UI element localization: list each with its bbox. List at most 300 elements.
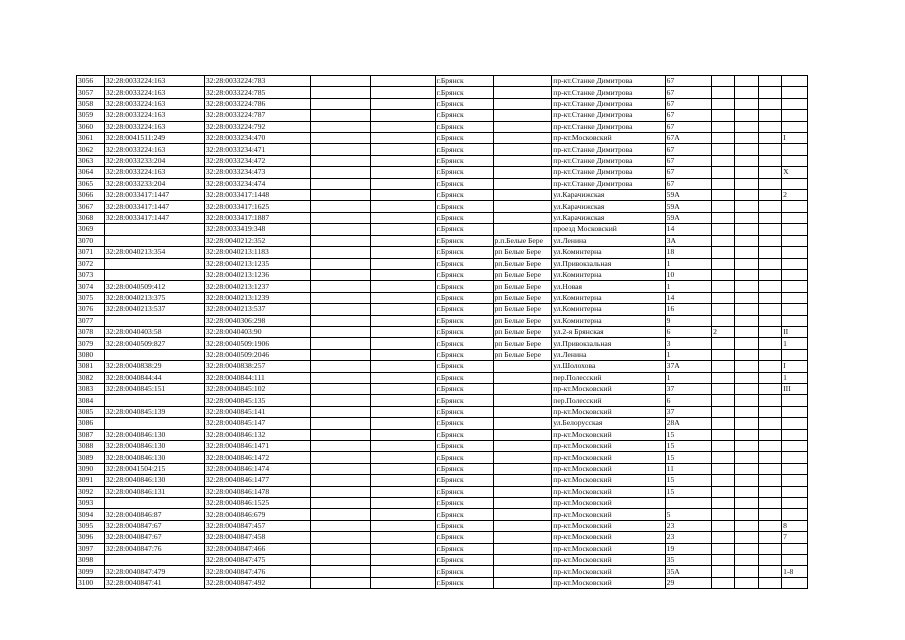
street-cell: пр-кт.Московский xyxy=(552,406,665,417)
blank-col-1-cell xyxy=(311,76,371,87)
object-cadastral-number-cell: 32:28:0040847:458 xyxy=(204,532,310,543)
blank-col-1-cell xyxy=(311,304,371,315)
parcel-cadastral-number-cell: 32:28:0040213:354 xyxy=(104,247,204,258)
object-cadastral-number-cell: 32:28:0033234:471 xyxy=(204,144,310,155)
blank-col-1-cell xyxy=(311,520,371,531)
blank-col-1-cell xyxy=(311,133,371,144)
street-cell: пр-кт.Московский xyxy=(552,452,665,463)
col-9-cell xyxy=(712,212,735,223)
blank-col-2-cell xyxy=(370,315,435,326)
col-10-cell xyxy=(734,87,759,98)
blank-col-2-cell xyxy=(370,338,435,349)
street-cell: пр-кт.Московский xyxy=(552,509,665,520)
row-number-cell: 3063 xyxy=(77,155,105,166)
table-row xyxy=(77,190,808,201)
parcel-cadastral-number-cell: 32:28:0041511:249 xyxy=(104,133,204,144)
blank-col-1-cell xyxy=(311,441,371,452)
street-cell: пр-кт.Станке Димитрова xyxy=(552,87,665,98)
blank-col-2-cell xyxy=(370,463,435,474)
parcel-cadastral-number-cell xyxy=(104,269,204,280)
col-9-cell xyxy=(712,190,735,201)
row-number-cell: 3070 xyxy=(77,235,105,246)
col-9-cell xyxy=(712,486,735,497)
city-cell: г.Брянск xyxy=(435,87,493,98)
table-row xyxy=(77,452,808,463)
apartment-cell xyxy=(782,395,808,406)
apartment-cell xyxy=(782,201,808,212)
blank-col-1-cell xyxy=(311,429,371,440)
blank-col-1-cell xyxy=(311,349,371,360)
col-11-cell xyxy=(759,395,782,406)
table-row xyxy=(77,555,808,566)
street-cell: пр-кт.Московский xyxy=(552,463,665,474)
col-9-cell xyxy=(712,475,735,486)
apartment-cell xyxy=(782,212,808,223)
city-cell: г.Брянск xyxy=(435,452,493,463)
parcel-cadastral-number-cell: 32:28:0040845:151 xyxy=(104,383,204,394)
col-10-cell xyxy=(734,269,759,280)
city-cell: г.Брянск xyxy=(435,555,493,566)
object-cadastral-number-cell: 32:28:0040845:135 xyxy=(204,395,310,406)
blank-col-1-cell xyxy=(311,463,371,474)
blank-col-1-cell xyxy=(311,577,371,588)
settlement-cell xyxy=(493,361,552,372)
object-cadastral-number-cell: 32:28:0040509:1906 xyxy=(204,338,310,349)
row-number-cell: 3083 xyxy=(77,383,105,394)
blank-col-1-cell xyxy=(311,509,371,520)
blank-col-1-cell xyxy=(311,555,371,566)
city-cell: г.Брянск xyxy=(435,543,493,554)
street-cell: пер.Полесский xyxy=(552,395,665,406)
blank-col-2-cell xyxy=(370,441,435,452)
col-11-cell xyxy=(759,304,782,315)
settlement-cell: рп Белые Бере xyxy=(493,247,552,258)
table-row xyxy=(77,577,808,588)
col-9-cell xyxy=(712,349,735,360)
parcel-cadastral-number-cell: 32:28:0040844:44 xyxy=(104,372,204,383)
street-cell: пр-кт.Станке Димитрова xyxy=(552,178,665,189)
col-10-cell xyxy=(734,304,759,315)
settlement-cell xyxy=(493,383,552,394)
parcel-cadastral-number-cell: 32:28:0040509:827 xyxy=(104,338,204,349)
row-number-cell: 3064 xyxy=(77,167,105,178)
blank-col-1-cell xyxy=(311,475,371,486)
settlement-cell: рп Белые Бере xyxy=(493,315,552,326)
col-11-cell xyxy=(759,383,782,394)
col-10-cell xyxy=(734,349,759,360)
apartment-cell xyxy=(782,418,808,429)
object-cadastral-number-cell: 32:28:0033417:1625 xyxy=(204,201,310,212)
parcel-cadastral-number-cell: 32:28:0033224:163 xyxy=(104,121,204,132)
blank-col-2-cell xyxy=(370,509,435,520)
parcel-cadastral-number-cell: 32:28:0040847:67 xyxy=(104,520,204,531)
street-cell: ул.Привокзальная xyxy=(552,258,665,269)
street-cell: пр-кт.Станке Димитрова xyxy=(552,144,665,155)
col-11-cell xyxy=(759,475,782,486)
row-number-cell: 3072 xyxy=(77,258,105,269)
blank-col-2-cell xyxy=(370,349,435,360)
object-cadastral-number-cell: 32:28:0040844:111 xyxy=(204,372,310,383)
city-cell: г.Брянск xyxy=(435,201,493,212)
col-9-cell xyxy=(712,98,735,109)
settlement-cell xyxy=(493,98,552,109)
col-11-cell xyxy=(759,190,782,201)
col-10-cell xyxy=(734,178,759,189)
object-cadastral-number-cell: 32:28:0040509:2046 xyxy=(204,349,310,360)
blank-col-1-cell xyxy=(311,235,371,246)
row-number-cell: 3082 xyxy=(77,372,105,383)
row-number-cell: 3092 xyxy=(77,486,105,497)
parcel-cadastral-number-cell: 32:28:0040846:131 xyxy=(104,486,204,497)
city-cell: г.Брянск xyxy=(435,326,493,337)
house-number-cell: 15 xyxy=(665,452,711,463)
city-cell: г.Брянск xyxy=(435,441,493,452)
col-10-cell xyxy=(734,463,759,474)
object-cadastral-number-cell: 32:28:0033224:786 xyxy=(204,98,310,109)
row-number-cell: 3075 xyxy=(77,292,105,303)
col-11-cell xyxy=(759,532,782,543)
settlement-cell xyxy=(493,486,552,497)
blank-col-2-cell xyxy=(370,326,435,337)
apartment-cell xyxy=(782,121,808,132)
table-row xyxy=(77,247,808,258)
street-cell: пр-кт.Московский xyxy=(552,383,665,394)
blank-col-2-cell xyxy=(370,383,435,394)
blank-col-2-cell xyxy=(370,121,435,132)
col-11-cell xyxy=(759,235,782,246)
blank-col-1-cell xyxy=(311,418,371,429)
col-10-cell xyxy=(734,224,759,235)
settlement-cell xyxy=(493,133,552,144)
settlement-cell xyxy=(493,418,552,429)
parcel-cadastral-number-cell: 32:28:0040845:139 xyxy=(104,406,204,417)
settlement-cell xyxy=(493,190,552,201)
table-row xyxy=(77,224,808,235)
apartment-cell xyxy=(782,247,808,258)
blank-col-2-cell xyxy=(370,190,435,201)
row-number-cell: 3080 xyxy=(77,349,105,360)
col-9-cell xyxy=(712,167,735,178)
row-number-cell: 3065 xyxy=(77,178,105,189)
blank-col-1-cell xyxy=(311,395,371,406)
city-cell: г.Брянск xyxy=(435,429,493,440)
street-cell: пр-кт.Московский xyxy=(552,475,665,486)
col-11-cell xyxy=(759,543,782,554)
row-number-cell: 3079 xyxy=(77,338,105,349)
street-cell: пр-кт.Московский xyxy=(552,577,665,588)
settlement-cell xyxy=(493,155,552,166)
apartment-cell xyxy=(782,292,808,303)
apartment-cell xyxy=(782,441,808,452)
object-cadastral-number-cell: 32:28:0040213:1239 xyxy=(204,292,310,303)
street-cell: ул.Белорусская xyxy=(552,418,665,429)
blank-col-1-cell xyxy=(311,292,371,303)
col-9-cell xyxy=(712,281,735,292)
street-cell: пер.Полесский xyxy=(552,372,665,383)
parcel-cadastral-number-cell: 32:28:0040847:67 xyxy=(104,532,204,543)
apartment-cell xyxy=(782,269,808,280)
col-9-cell xyxy=(712,498,735,509)
city-cell: г.Брянск xyxy=(435,212,493,223)
col-9-cell xyxy=(712,452,735,463)
parcel-cadastral-number-cell xyxy=(104,224,204,235)
col-10-cell xyxy=(734,372,759,383)
table-row xyxy=(77,406,808,417)
col-11-cell xyxy=(759,418,782,429)
col-10-cell xyxy=(734,133,759,144)
col-10-cell xyxy=(734,441,759,452)
settlement-cell xyxy=(493,532,552,543)
apartment-cell xyxy=(782,475,808,486)
city-cell: г.Брянск xyxy=(435,498,493,509)
col-10-cell xyxy=(734,144,759,155)
blank-col-1-cell xyxy=(311,258,371,269)
parcel-cadastral-number-cell: 32:28:0033233:204 xyxy=(104,155,204,166)
col-11-cell xyxy=(759,577,782,588)
parcel-cadastral-number-cell: 32:28:0033233:204 xyxy=(104,178,204,189)
house-number-cell: 15 xyxy=(665,475,711,486)
settlement-cell xyxy=(493,463,552,474)
apartment-cell xyxy=(782,406,808,417)
col-9-cell xyxy=(712,269,735,280)
blank-col-2-cell xyxy=(370,76,435,87)
col-10-cell xyxy=(734,76,759,87)
blank-col-2-cell xyxy=(370,292,435,303)
col-10-cell xyxy=(734,566,759,577)
settlement-cell xyxy=(493,555,552,566)
object-cadastral-number-cell: 32:28:0033419:348 xyxy=(204,224,310,235)
settlement-cell xyxy=(493,498,552,509)
col-11-cell xyxy=(759,121,782,132)
blank-col-1-cell xyxy=(311,110,371,121)
col-10-cell xyxy=(734,212,759,223)
col-9-cell xyxy=(712,87,735,98)
house-number-cell: 67 xyxy=(665,87,711,98)
parcel-cadastral-number-cell: 32:28:0033417:1447 xyxy=(104,212,204,223)
col-10-cell xyxy=(734,509,759,520)
blank-col-1-cell xyxy=(311,144,371,155)
col-11-cell xyxy=(759,361,782,372)
street-cell: пр-кт.Московский xyxy=(552,520,665,531)
apartment-cell xyxy=(782,224,808,235)
table-row xyxy=(77,258,808,269)
blank-col-1-cell xyxy=(311,87,371,98)
city-cell: г.Брянск xyxy=(435,144,493,155)
col-9-cell xyxy=(712,532,735,543)
house-number-cell: 67 xyxy=(665,98,711,109)
row-number-cell: 3098 xyxy=(77,555,105,566)
city-cell: г.Брянск xyxy=(435,292,493,303)
apartment-cell: 8 xyxy=(782,520,808,531)
parcel-cadastral-number-cell xyxy=(104,498,204,509)
blank-col-1-cell xyxy=(311,98,371,109)
col-10-cell xyxy=(734,98,759,109)
col-11-cell xyxy=(759,144,782,155)
apartment-cell xyxy=(782,87,808,98)
object-cadastral-number-cell: 32:28:0040846:679 xyxy=(204,509,310,520)
blank-col-2-cell xyxy=(370,566,435,577)
col-10-cell xyxy=(734,121,759,132)
col-9-cell xyxy=(712,315,735,326)
col-10-cell xyxy=(734,258,759,269)
city-cell: г.Брянск xyxy=(435,258,493,269)
street-cell: пр-кт.Московский xyxy=(552,498,665,509)
col-10-cell xyxy=(734,498,759,509)
col-9-cell xyxy=(712,520,735,531)
object-cadastral-number-cell: 32:28:0040213:537 xyxy=(204,304,310,315)
row-number-cell: 3068 xyxy=(77,212,105,223)
house-number-cell: 16 xyxy=(665,304,711,315)
table-row xyxy=(77,304,808,315)
table-row xyxy=(77,212,808,223)
city-cell: г.Брянск xyxy=(435,167,493,178)
apartment-cell: 1 xyxy=(782,372,808,383)
col-9-cell xyxy=(712,201,735,212)
row-number-cell: 3084 xyxy=(77,395,105,406)
blank-col-2-cell xyxy=(370,520,435,531)
house-number-cell: 15 xyxy=(665,429,711,440)
house-number-cell: 6 xyxy=(665,326,711,337)
object-cadastral-number-cell: 32:28:0040847:475 xyxy=(204,555,310,566)
city-cell: г.Брянск xyxy=(435,247,493,258)
settlement-cell: рп Белые Бере xyxy=(493,281,552,292)
col-9-cell xyxy=(712,383,735,394)
col-10-cell xyxy=(734,326,759,337)
blank-col-2-cell xyxy=(370,133,435,144)
house-number-cell: 3 xyxy=(665,338,711,349)
apartment-cell xyxy=(782,315,808,326)
table-row xyxy=(77,509,808,520)
city-cell: г.Брянск xyxy=(435,281,493,292)
blank-col-2-cell xyxy=(370,406,435,417)
table-body xyxy=(77,76,808,589)
settlement-cell: рп Белые Бере xyxy=(493,338,552,349)
col-11-cell xyxy=(759,349,782,360)
apartment-cell: I xyxy=(782,361,808,372)
settlement-cell xyxy=(493,167,552,178)
parcel-cadastral-number-cell xyxy=(104,235,204,246)
house-number-cell: 14 xyxy=(665,224,711,235)
col-11-cell xyxy=(759,452,782,463)
col-11-cell xyxy=(759,155,782,166)
col-9-cell xyxy=(712,224,735,235)
blank-col-2-cell xyxy=(370,532,435,543)
apartment-cell xyxy=(782,543,808,554)
settlement-cell: рп Белые Бере xyxy=(493,304,552,315)
blank-col-1-cell xyxy=(311,121,371,132)
object-cadastral-number-cell: 32:28:0033234:472 xyxy=(204,155,310,166)
city-cell: г.Брянск xyxy=(435,566,493,577)
city-cell: г.Брянск xyxy=(435,110,493,121)
settlement-cell: рп Белые Бере xyxy=(493,292,552,303)
settlement-cell: рп.Белые Бере xyxy=(493,258,552,269)
street-cell: пр-кт.Станке Димитрова xyxy=(552,98,665,109)
col-9-cell xyxy=(712,178,735,189)
col-10-cell xyxy=(734,577,759,588)
object-cadastral-number-cell: 32:28:0033224:792 xyxy=(204,121,310,132)
street-cell: пр-кт.Московский xyxy=(552,133,665,144)
house-number-cell: 19 xyxy=(665,543,711,554)
blank-col-2-cell xyxy=(370,224,435,235)
blank-col-2-cell xyxy=(370,486,435,497)
col-9-cell xyxy=(712,133,735,144)
col-10-cell xyxy=(734,190,759,201)
col-9-cell xyxy=(712,155,735,166)
col-10-cell xyxy=(734,418,759,429)
parcel-cadastral-number-cell: 32:28:0033224:163 xyxy=(104,144,204,155)
col-11-cell xyxy=(759,566,782,577)
house-number-cell: 67 xyxy=(665,110,711,121)
object-cadastral-number-cell: 32:28:0040845:102 xyxy=(204,383,310,394)
table-row xyxy=(77,395,808,406)
apartment-cell xyxy=(782,304,808,315)
object-cadastral-number-cell: 32:28:0033417:1448 xyxy=(204,190,310,201)
row-number-cell: 3085 xyxy=(77,406,105,417)
col-9-cell xyxy=(712,144,735,155)
settlement-cell xyxy=(493,224,552,235)
street-cell: ул.Привокзальная xyxy=(552,338,665,349)
col-9-cell xyxy=(712,418,735,429)
apartment-cell: 2 xyxy=(782,190,808,201)
col-9-cell xyxy=(712,577,735,588)
blank-col-2-cell xyxy=(370,87,435,98)
row-number-cell: 3099 xyxy=(77,566,105,577)
parcel-cadastral-number-cell xyxy=(104,555,204,566)
table-row xyxy=(77,292,808,303)
settlement-cell xyxy=(493,144,552,155)
settlement-cell xyxy=(493,110,552,121)
object-cadastral-number-cell: 32:28:0040213:1236 xyxy=(204,269,310,280)
table-row xyxy=(77,361,808,372)
table-row xyxy=(77,121,808,132)
object-cadastral-number-cell: 32:28:0040846:1477 xyxy=(204,475,310,486)
blank-col-1-cell xyxy=(311,224,371,235)
col-11-cell xyxy=(759,76,782,87)
parcel-cadastral-number-cell: 32:28:0040847:76 xyxy=(104,543,204,554)
col-11-cell xyxy=(759,326,782,337)
city-cell: г.Брянск xyxy=(435,395,493,406)
blank-col-1-cell xyxy=(311,178,371,189)
object-cadastral-number-cell: 32:28:0033224:787 xyxy=(204,110,310,121)
table-row xyxy=(77,532,808,543)
blank-col-2-cell xyxy=(370,212,435,223)
blank-col-1-cell xyxy=(311,566,371,577)
col-11-cell xyxy=(759,87,782,98)
blank-col-2-cell xyxy=(370,144,435,155)
col-11-cell xyxy=(759,98,782,109)
col-11-cell xyxy=(759,247,782,258)
apartment-cell: X xyxy=(782,167,808,178)
col-10-cell xyxy=(734,486,759,497)
city-cell: г.Брянск xyxy=(435,509,493,520)
table-row xyxy=(77,498,808,509)
house-number-cell: 67 xyxy=(665,167,711,178)
col-11-cell xyxy=(759,292,782,303)
row-number-cell: 3058 xyxy=(77,98,105,109)
table-row xyxy=(77,281,808,292)
blank-col-1-cell xyxy=(311,486,371,497)
apartment-cell: III xyxy=(782,383,808,394)
blank-col-1-cell xyxy=(311,452,371,463)
blank-col-1-cell xyxy=(311,269,371,280)
col-11-cell xyxy=(759,555,782,566)
street-cell: ул.Карачижская xyxy=(552,201,665,212)
object-cadastral-number-cell: 32:28:0033417:1887 xyxy=(204,212,310,223)
house-number-cell: 67 xyxy=(665,144,711,155)
blank-col-1-cell xyxy=(311,315,371,326)
row-number-cell: 3077 xyxy=(77,315,105,326)
register-sheet xyxy=(76,75,808,589)
